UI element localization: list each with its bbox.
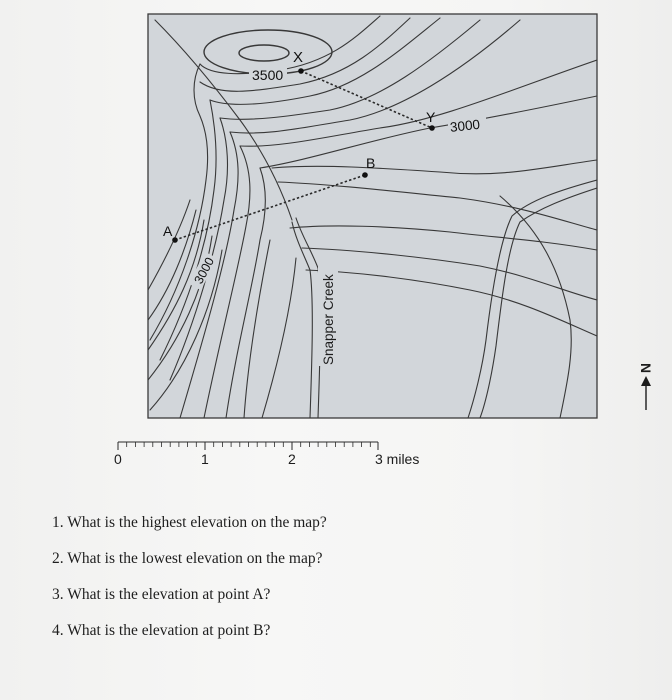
contour-label-top: 3500 xyxy=(252,67,284,83)
creek-label: Snapper Creek xyxy=(321,274,336,365)
question-text: What is the elevation at point B? xyxy=(67,622,271,639)
question-item xyxy=(52,544,552,580)
question-text: What is the lowest elevation on the map? xyxy=(67,550,323,567)
scale-bar xyxy=(118,442,378,450)
question-number: 4. xyxy=(52,622,64,639)
question-item xyxy=(52,580,552,616)
question-number: 1. xyxy=(52,514,64,531)
question-item xyxy=(52,508,552,544)
north-label: N xyxy=(638,363,654,374)
scale-label-3: 3 miles xyxy=(375,451,420,467)
question-text: What is the highest elevation on the map? xyxy=(67,514,327,531)
point-b-marker xyxy=(362,172,368,178)
north-arrow xyxy=(638,363,654,410)
scale-label-2: 2 xyxy=(288,451,296,467)
scale-minor-ticks xyxy=(127,442,371,447)
question-number: 3. xyxy=(52,586,64,603)
scale-label-0: 0 xyxy=(114,451,122,467)
question-item xyxy=(52,616,552,652)
contour-label-left: 3000 xyxy=(191,255,218,287)
point-y-label: Y xyxy=(426,109,436,125)
point-a-label: A xyxy=(163,223,173,239)
point-x-label: X xyxy=(293,49,304,66)
point-b-label: B xyxy=(366,155,376,171)
question-number: 2. xyxy=(52,550,64,567)
point-x-marker xyxy=(298,68,304,74)
question-text: What is the elevation at point A? xyxy=(67,586,271,603)
point-y-marker xyxy=(429,125,435,131)
contour-label-right: 3000 xyxy=(449,116,481,135)
question-list xyxy=(52,508,552,652)
scale-label-1: 1 xyxy=(201,451,209,467)
point-a-marker xyxy=(172,237,178,243)
